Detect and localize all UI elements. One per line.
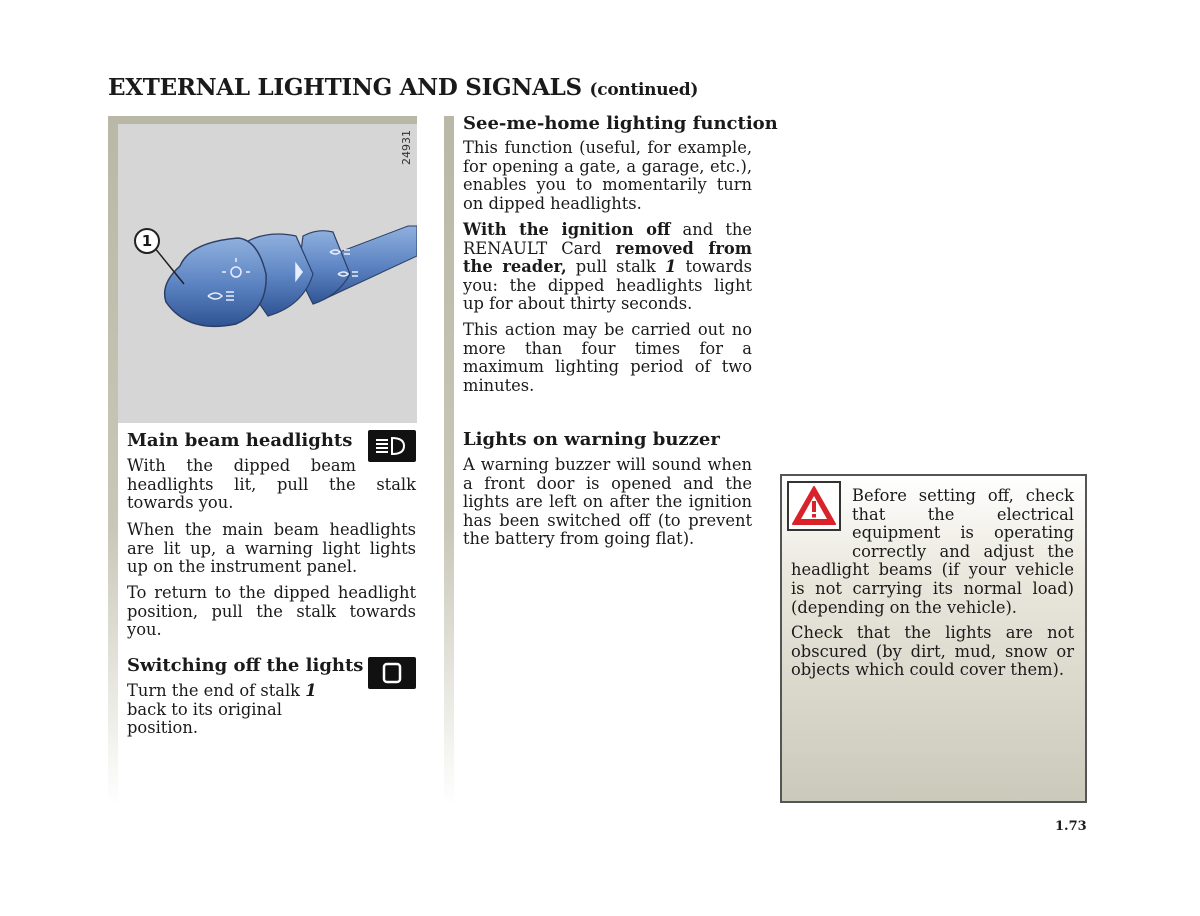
- lighting-stalk-drawing: [118, 124, 417, 423]
- stalk-number-ref: 1: [305, 681, 317, 700]
- see-me-home-text-c: towards you: the dipped headlights light up for about thirty seconds.: [463, 257, 752, 314]
- ignition-off-bold: With the ignition off: [463, 220, 671, 239]
- see-me-home-heading: See-me-home lighting function: [463, 113, 778, 134]
- main-beam-text-1-line1: [127, 457, 416, 513]
- switch-off-text-b: back to its original position.: [127, 699, 282, 738]
- buzzer-paragraph: A warning buzzer will sound when a front door is opened and the lights are left on after the ignition has been switched off (to prevent the battery from going flat).: [463, 455, 752, 549]
- see-me-home-paragraph-1: This function (useful, for example, for opening a gate, a garage, etc.), enables you to momentarily turn on dipped headlights.: [463, 138, 752, 213]
- see-me-home-paragraph-2: [463, 221, 752, 314]
- page-title: [108, 74, 698, 101]
- switch-off-paragraph: [127, 682, 357, 738]
- see-me-home-paragraph-3: This action may be carried out no more than four times for a maximum lighting period of two minutes.: [463, 320, 752, 395]
- buzzer-heading: Lights on warning buzzer: [463, 429, 720, 450]
- main-beam-paragraph-3: To return to the dipped headlight position, pull the stalk towards you.: [127, 583, 416, 640]
- stalk-illustration: [118, 116, 417, 423]
- card-removed-bold: removed from the reader,: [463, 238, 752, 277]
- main-beam-paragraph-1: With the dipped beam headlights lit, pull the stalk towards you.: [127, 456, 416, 513]
- main-beam-paragraph-2: When the main beam headlights are lit up, a warning light lights up on the instrument panel.: [127, 520, 416, 577]
- lights-off-icon: [368, 657, 416, 689]
- stalk-number-ref-2: 1: [664, 257, 677, 277]
- main-beam-heading: Main beam headlights: [127, 430, 353, 451]
- middle-column-band: [444, 116, 454, 806]
- figure-reference-code: 24931: [400, 130, 413, 165]
- see-me-home-text-a: and the RENAULT Card: [463, 220, 752, 258]
- page-title-continued: (continued): [589, 80, 699, 100]
- page-number: 1.73: [1055, 819, 1087, 834]
- warning-box: [780, 474, 1087, 803]
- warning-paragraph-1: [791, 487, 1074, 617]
- switch-off-text-a: Turn the end of stalk: [127, 681, 306, 700]
- left-column-band: [108, 116, 118, 806]
- main-beam-icon-spacer: [356, 457, 416, 475]
- see-me-home-text-b: pull stalk: [566, 257, 665, 277]
- warning-paragraph-2: Check that the lights are not obscured (by dirt, mud, snow or objects which could cover them).: [791, 623, 1074, 680]
- warning-text-1: Before setting off, check that the electrical equipment is operating correctly and adjust the headlight beams (if your vehicle is not carrying its normal load) (depending on the vehicle).: [791, 486, 1074, 617]
- callout-1: 1: [134, 228, 160, 254]
- page-title-main: EXTERNAL LIGHTING AND SIGNALS: [108, 74, 582, 101]
- switch-off-heading: Switching off the lights: [127, 655, 364, 676]
- icon-float-spacer: [791, 487, 852, 561]
